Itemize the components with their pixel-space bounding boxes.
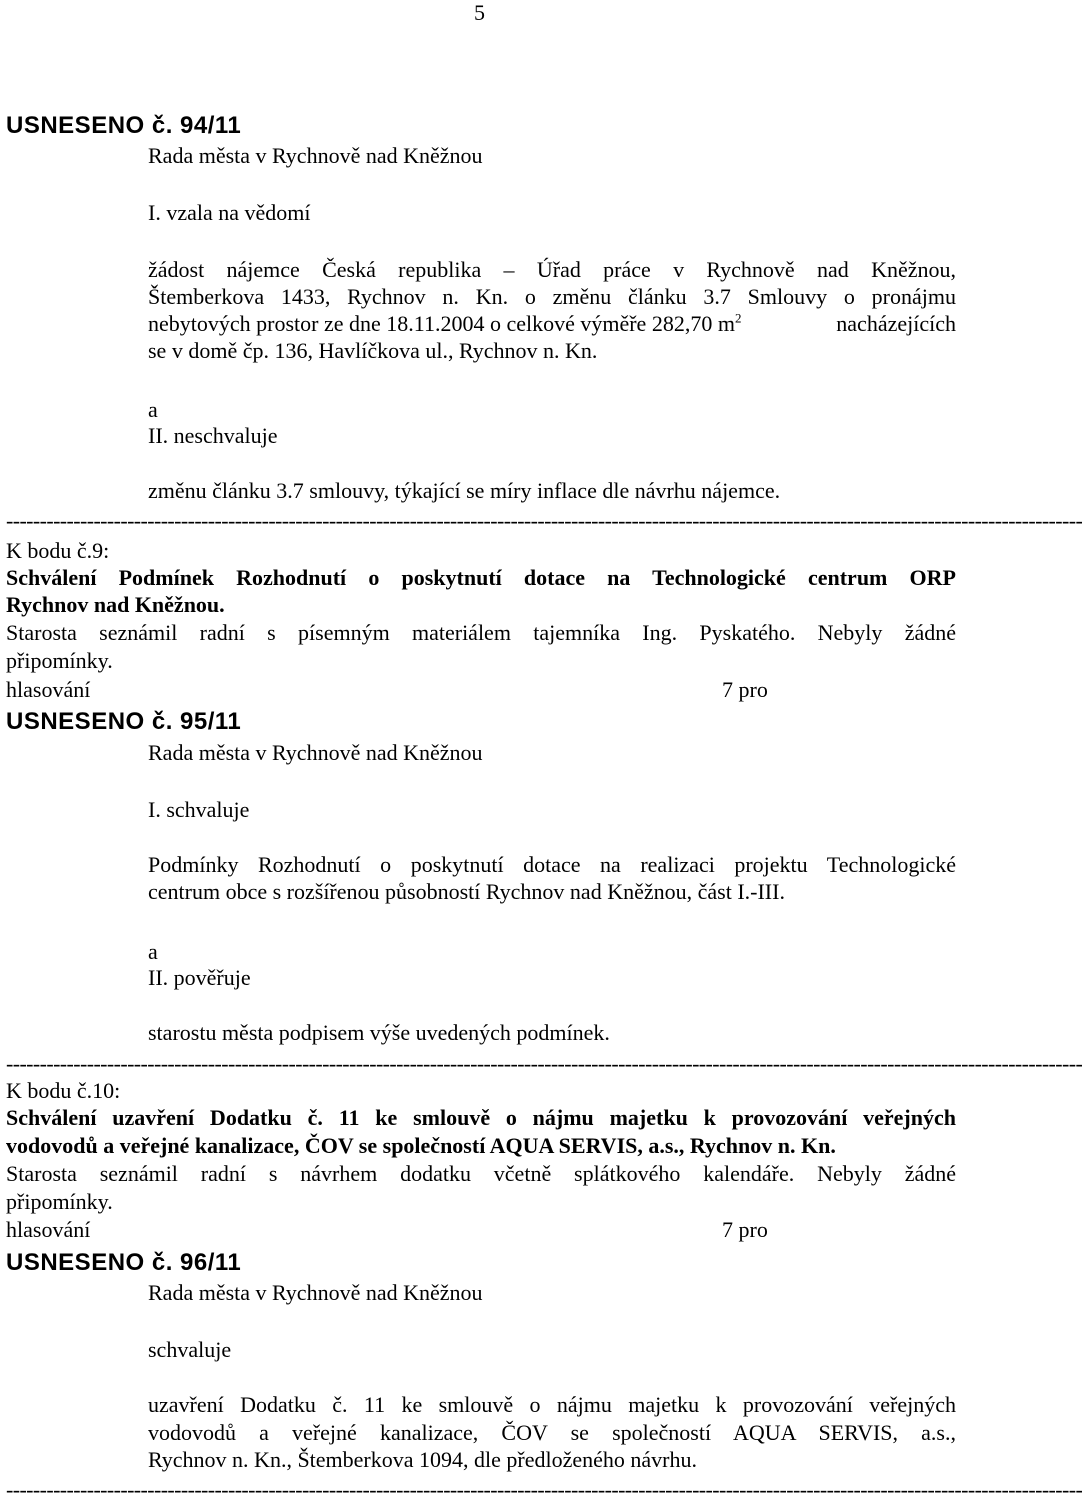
separator-line: ---------------------------------------------------------------------------------------------------------------------------------------------------------------- bbox=[6, 1477, 1082, 1502]
point-label: schvaluje bbox=[148, 1337, 232, 1362]
council-name: Rada města v Rychnově nad Kněžnou bbox=[148, 143, 483, 168]
vote-label: hlasování bbox=[6, 1217, 91, 1242]
request-text-line3 bbox=[148, 311, 956, 336]
council-name: Rada města v Rychnově nad Kněžnou bbox=[148, 1280, 483, 1305]
agenda-item-label-9: K bodu č.9: bbox=[6, 538, 110, 563]
resolution-heading-95: USNESENO č. 95/11 bbox=[6, 708, 242, 735]
conjunction-a: a bbox=[148, 397, 158, 422]
resolution-heading-94: USNESENO č. 94/11 bbox=[6, 112, 242, 139]
agenda-item-title-10-line1: Schválení uzavření Dodatku č. 11 ke smlouvě o nájmu majetku k provozování veřejných bbox=[6, 1105, 956, 1130]
approval-text-line2: centrum obce s rozšířenou působností Rychnov nad Kněžnou, část I.-III. bbox=[148, 879, 785, 904]
agenda-item-title-9-line1: Schválení Podmínek Rozhodnutí o poskytnutí dotace na Technologické centrum ORP bbox=[6, 565, 956, 590]
approval-text-line3: Rychnov n. Kn., Štemberkova 1094, dle předloženého návrhu. bbox=[148, 1447, 697, 1472]
council-name: Rada města v Rychnově nad Kněžnou bbox=[148, 740, 483, 765]
separator-line: ---------------------------------------------------------------------------------------------------------------------------------------------------------------- bbox=[6, 508, 1082, 533]
agenda-item-title-10-line2: vodovodů a veřejné kanalizace, ČOV se společností AQUA SERVIS, a.s., Rychnov n. Kn. bbox=[6, 1133, 836, 1158]
agenda-item-label-10: K bodu č.10: bbox=[6, 1078, 121, 1103]
conjunction-a: a bbox=[148, 939, 158, 964]
agenda-item-title-9-line2: Rychnov nad Kněžnou. bbox=[6, 592, 225, 617]
point-1-label: I. schvaluje bbox=[148, 797, 250, 822]
vote-result: 7 pro bbox=[722, 677, 768, 702]
vote-label: hlasování bbox=[6, 677, 91, 702]
resolution-heading-96: USNESENO č. 96/11 bbox=[6, 1249, 242, 1276]
vote-result: 7 pro bbox=[722, 1217, 768, 1242]
point-2-label: II. pověřuje bbox=[148, 965, 251, 990]
agenda-item-desc-9-line1: Starosta seznámil radní s písemným materiálem tajemníka Ing. Pyskatého. Nebyly žádné bbox=[6, 620, 956, 645]
agenda-item-desc-9-line2: připomínky. bbox=[6, 648, 113, 673]
agenda-item-desc-10-line1: Starosta seznámil radní s návrhem dodatku včetně splátkového kalendáře. Nebyly žádné bbox=[6, 1161, 956, 1186]
page-number: 5 bbox=[474, 0, 485, 25]
request-text-line2: Štemberkova 1433, Rychnov n. Kn. o změnu článku 3.7 Smlouvy o pronájmu bbox=[148, 284, 956, 309]
decision-text: změnu článku 3.7 smlouvy, týkající se míry inflace dle návrhu nájemce. bbox=[148, 478, 781, 503]
point-1-label: I. vzala na vědomí bbox=[148, 200, 311, 225]
request-text-line3a: nebytových prostor ze dne 18.11.2004 o celkové výměře 282,70 $m^2$ bbox=[148, 310, 742, 336]
request-text-line3b: nacházejících bbox=[836, 311, 956, 336]
agenda-item-desc-10-line2: připomínky. bbox=[6, 1189, 113, 1214]
superscript-2: 2 bbox=[734, 310, 742, 326]
separator-line: ---------------------------------------------------------------------------------------------------------------------------------------------------------------- bbox=[6, 1051, 1082, 1076]
approval-text-line1: Podmínky Rozhodnutí o poskytnutí dotace na realizaci projektu Technologické bbox=[148, 852, 956, 877]
request-text-line1: žádost nájemce Česká republika – Úřad práce v Rychnově nad Kněžnou, bbox=[148, 257, 956, 282]
approval-text-line2: vodovodů a veřejné kanalizace, ČOV se společností AQUA SERVIS, a.s., bbox=[148, 1420, 956, 1445]
authorization-text: starostu města podpisem výše uvedených podmínek. bbox=[148, 1020, 610, 1045]
approval-text-line1: uzavření Dodatku č. 11 ke smlouvě o nájmu majetku k provozování veřejných bbox=[148, 1392, 956, 1417]
request-text-line4: se v domě čp. 136, Havlíčkova ul., Rychnov n. Kn. bbox=[148, 338, 598, 363]
point-2-label: II. neschvaluje bbox=[148, 423, 278, 448]
